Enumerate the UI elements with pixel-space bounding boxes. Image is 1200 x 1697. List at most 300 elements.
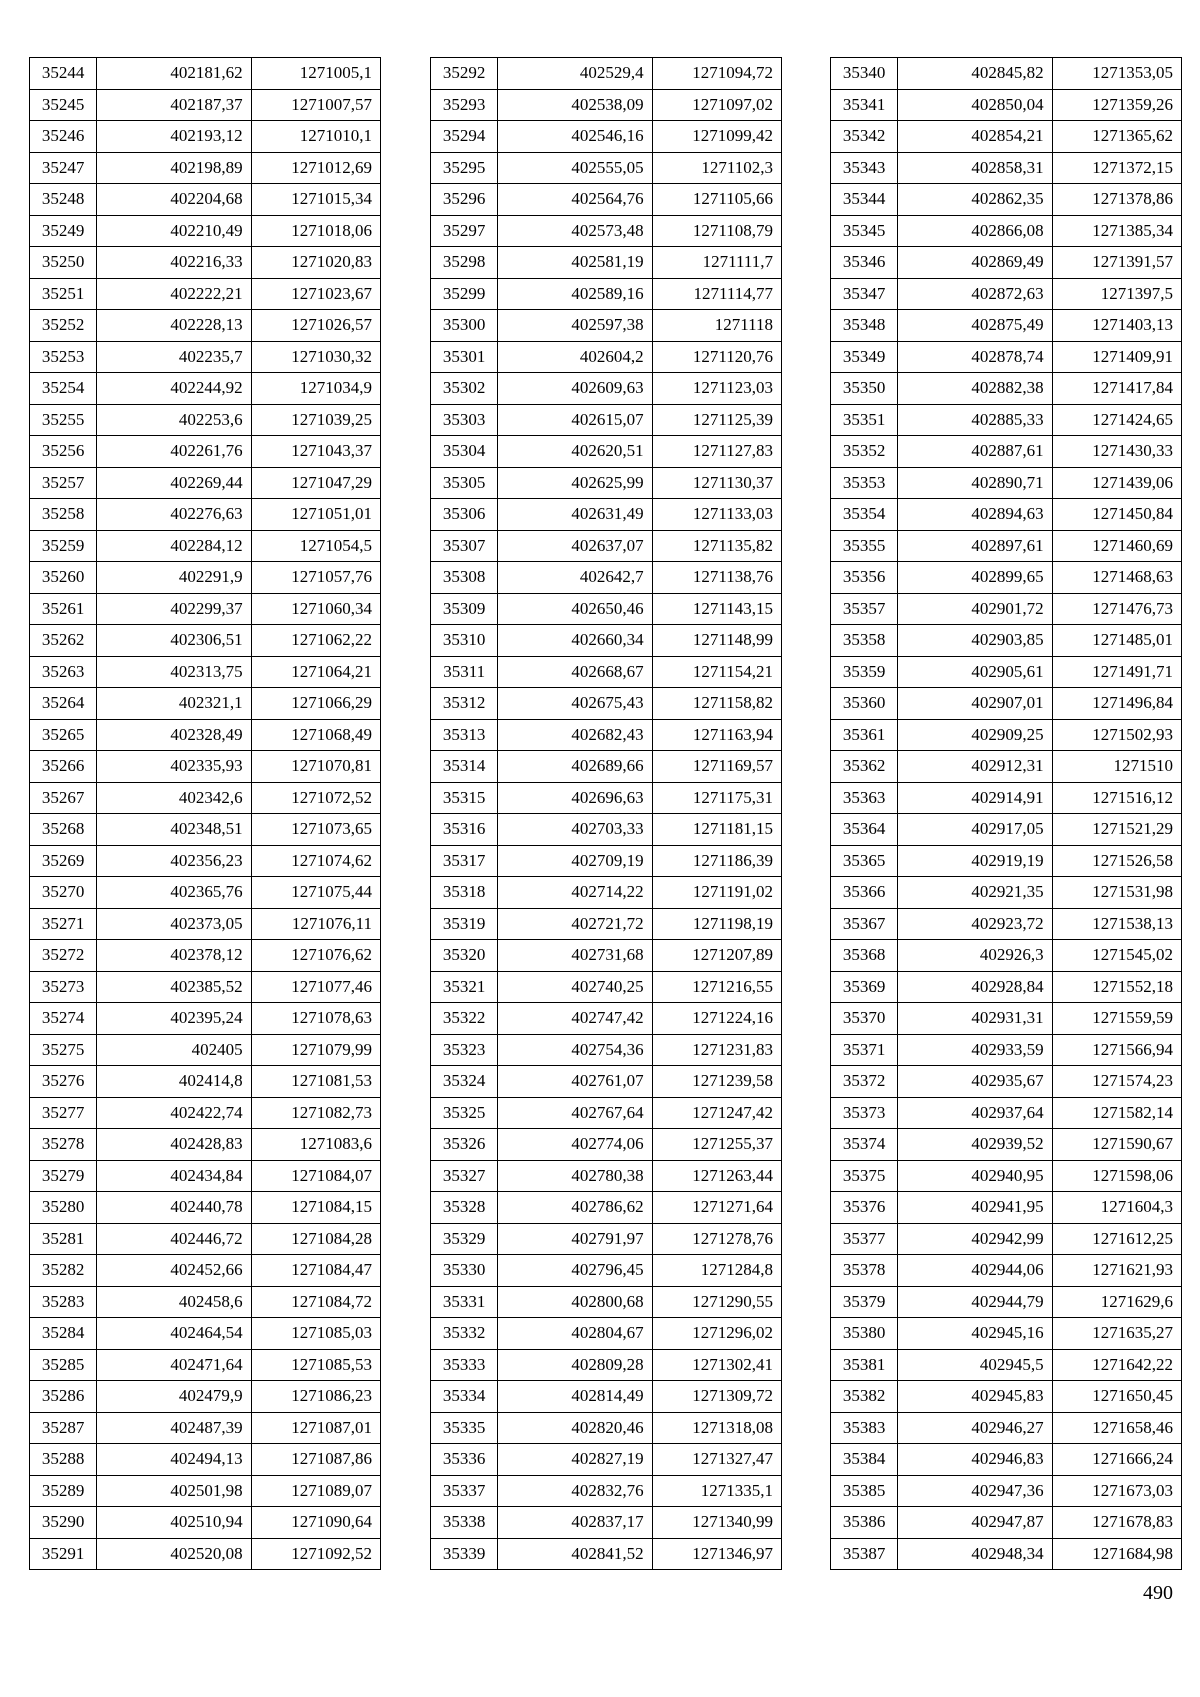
point-number-cell: 35328 [431, 1192, 498, 1224]
point-number-cell: 35316 [431, 814, 498, 846]
y-coordinate-cell: 1271538,13 [1052, 908, 1181, 940]
x-coordinate-cell: 402714,22 [498, 877, 652, 909]
x-coordinate-cell: 402945,83 [898, 1381, 1052, 1413]
x-coordinate-cell: 402899,65 [898, 562, 1052, 594]
point-number-cell: 35355 [831, 530, 898, 562]
y-coordinate-cell: 1271079,99 [251, 1034, 380, 1066]
x-coordinate-cell: 402890,71 [898, 467, 1052, 499]
table-row [30, 1507, 381, 1539]
table-row [30, 499, 381, 531]
x-coordinate-cell: 402405 [97, 1034, 251, 1066]
x-coordinate-cell: 402869,49 [898, 247, 1052, 279]
table-row [831, 971, 1182, 1003]
table-row [30, 877, 381, 909]
x-coordinate-cell: 402820,46 [498, 1412, 652, 1444]
x-coordinate-cell: 402306,51 [97, 625, 251, 657]
x-coordinate-cell: 402935,67 [898, 1066, 1052, 1098]
x-coordinate-cell: 402841,52 [498, 1538, 652, 1570]
y-coordinate-cell: 1271340,99 [652, 1507, 781, 1539]
point-number-cell: 35333 [431, 1349, 498, 1381]
x-coordinate-cell: 402446,72 [97, 1223, 251, 1255]
y-coordinate-cell: 1271424,65 [1052, 404, 1181, 436]
x-coordinate-cell: 402228,13 [97, 310, 251, 342]
point-number-cell: 35301 [431, 341, 498, 373]
y-coordinate-cell: 1271169,57 [652, 751, 781, 783]
table-row [831, 247, 1182, 279]
x-coordinate-cell: 402589,16 [498, 278, 652, 310]
y-coordinate-cell: 1271127,83 [652, 436, 781, 468]
table-row [831, 1160, 1182, 1192]
table-row [30, 1412, 381, 1444]
y-coordinate-cell: 1271198,19 [652, 908, 781, 940]
y-coordinate-cell: 1271020,83 [251, 247, 380, 279]
table-row [30, 1444, 381, 1476]
x-coordinate-cell: 402845,82 [898, 58, 1052, 90]
table-row [431, 593, 782, 625]
table-row [431, 782, 782, 814]
table-row [431, 1381, 782, 1413]
x-coordinate-cell: 402348,51 [97, 814, 251, 846]
point-number-cell: 35364 [831, 814, 898, 846]
table-row [30, 971, 381, 1003]
table-row [431, 625, 782, 657]
x-coordinate-cell: 402573,48 [498, 215, 652, 247]
y-coordinate-cell: 1271372,15 [1052, 152, 1181, 184]
table-row [30, 1192, 381, 1224]
y-coordinate-cell: 1271247,42 [652, 1097, 781, 1129]
point-number-cell: 35253 [30, 341, 97, 373]
x-coordinate-cell: 402832,76 [498, 1475, 652, 1507]
table-row [831, 593, 1182, 625]
y-coordinate-cell: 1271118 [652, 310, 781, 342]
point-number-cell: 35362 [831, 751, 898, 783]
y-coordinate-cell: 1271302,41 [652, 1349, 781, 1381]
point-number-cell: 35358 [831, 625, 898, 657]
point-number-cell: 35259 [30, 530, 97, 562]
table-row [431, 247, 782, 279]
x-coordinate-cell: 402804,67 [498, 1318, 652, 1350]
x-coordinate-cell: 402947,87 [898, 1507, 1052, 1539]
y-coordinate-cell: 1271066,29 [251, 688, 380, 720]
x-coordinate-cell: 402875,49 [898, 310, 1052, 342]
x-coordinate-cell: 402235,7 [97, 341, 251, 373]
x-coordinate-cell: 402342,6 [97, 782, 251, 814]
table-row [30, 373, 381, 405]
table-row [30, 121, 381, 153]
point-number-cell: 35288 [30, 1444, 97, 1476]
y-coordinate-cell: 1271391,57 [1052, 247, 1181, 279]
x-coordinate-cell: 402187,37 [97, 89, 251, 121]
y-coordinate-cell: 1271684,98 [1052, 1538, 1181, 1570]
table-row [431, 1129, 782, 1161]
table-row [831, 719, 1182, 751]
x-coordinate-cell: 402937,64 [898, 1097, 1052, 1129]
y-coordinate-cell: 1271385,34 [1052, 215, 1181, 247]
y-coordinate-cell: 1271030,32 [251, 341, 380, 373]
table-row [831, 310, 1182, 342]
table-row [831, 499, 1182, 531]
point-number-cell: 35356 [831, 562, 898, 594]
y-coordinate-cell: 1271158,82 [652, 688, 781, 720]
y-coordinate-cell: 1271673,03 [1052, 1475, 1181, 1507]
y-coordinate-cell: 1271068,49 [251, 719, 380, 751]
x-coordinate-cell: 402919,19 [898, 845, 1052, 877]
x-coordinate-cell: 402458,6 [97, 1286, 251, 1318]
y-coordinate-cell: 1271327,47 [652, 1444, 781, 1476]
point-number-cell: 35343 [831, 152, 898, 184]
point-number-cell: 35251 [30, 278, 97, 310]
table-row [431, 121, 782, 153]
y-coordinate-cell: 1271650,45 [1052, 1381, 1181, 1413]
point-number-cell: 35370 [831, 1003, 898, 1035]
table-row [831, 530, 1182, 562]
table-row [30, 1475, 381, 1507]
y-coordinate-cell: 1271083,6 [251, 1129, 380, 1161]
point-number-cell: 35385 [831, 1475, 898, 1507]
x-coordinate-cell: 402905,61 [898, 656, 1052, 688]
y-coordinate-cell: 1271102,3 [652, 152, 781, 184]
x-coordinate-cell: 402615,07 [498, 404, 652, 436]
point-number-cell: 35272 [30, 940, 97, 972]
point-number-cell: 35326 [431, 1129, 498, 1161]
x-coordinate-cell: 402944,06 [898, 1255, 1052, 1287]
x-coordinate-cell: 402885,33 [898, 404, 1052, 436]
y-coordinate-cell: 1271074,62 [251, 845, 380, 877]
x-coordinate-cell: 402253,6 [97, 404, 251, 436]
y-coordinate-cell: 1271552,18 [1052, 971, 1181, 1003]
table-row [831, 184, 1182, 216]
table-row [431, 1192, 782, 1224]
y-coordinate-cell: 1271138,76 [652, 562, 781, 594]
point-number-cell: 35332 [431, 1318, 498, 1350]
table-row [831, 1349, 1182, 1381]
x-coordinate-cell: 402414,8 [97, 1066, 251, 1098]
table-row [831, 278, 1182, 310]
x-coordinate-cell: 402862,35 [898, 184, 1052, 216]
x-coordinate-cell: 402947,36 [898, 1475, 1052, 1507]
point-number-cell: 35366 [831, 877, 898, 909]
x-coordinate-cell: 402761,07 [498, 1066, 652, 1098]
table-row [431, 908, 782, 940]
x-coordinate-cell: 402866,08 [898, 215, 1052, 247]
x-coordinate-cell: 402837,17 [498, 1507, 652, 1539]
point-number-cell: 35334 [431, 1381, 498, 1413]
y-coordinate-cell: 1271598,06 [1052, 1160, 1181, 1192]
x-coordinate-cell: 402948,34 [898, 1538, 1052, 1570]
point-number-cell: 35244 [30, 58, 97, 90]
table-row [30, 1223, 381, 1255]
table-row [30, 814, 381, 846]
table-row [30, 341, 381, 373]
y-coordinate-cell: 1271077,46 [251, 971, 380, 1003]
table-row [831, 1255, 1182, 1287]
table-row [431, 1318, 782, 1350]
x-coordinate-cell: 402721,72 [498, 908, 652, 940]
point-number-cell: 35312 [431, 688, 498, 720]
table-row [30, 1349, 381, 1381]
y-coordinate-cell: 1271154,21 [652, 656, 781, 688]
x-coordinate-cell: 402800,68 [498, 1286, 652, 1318]
table-row [831, 1192, 1182, 1224]
point-number-cell: 35286 [30, 1381, 97, 1413]
x-coordinate-cell: 402858,31 [898, 152, 1052, 184]
y-coordinate-cell: 1271086,23 [251, 1381, 380, 1413]
x-coordinate-cell: 402620,51 [498, 436, 652, 468]
table-row [831, 1475, 1182, 1507]
table-row [431, 1066, 782, 1098]
y-coordinate-cell: 1271284,8 [652, 1255, 781, 1287]
point-number-cell: 35360 [831, 688, 898, 720]
table-row [431, 1475, 782, 1507]
table-row [431, 184, 782, 216]
x-coordinate-cell: 402581,19 [498, 247, 652, 279]
table-row [831, 1034, 1182, 1066]
y-coordinate-cell: 1271105,66 [652, 184, 781, 216]
x-coordinate-cell: 402912,31 [898, 751, 1052, 783]
point-number-cell: 35257 [30, 467, 97, 499]
point-number-cell: 35338 [431, 1507, 498, 1539]
point-number-cell: 35263 [30, 656, 97, 688]
table-row [831, 814, 1182, 846]
x-coordinate-cell: 402740,25 [498, 971, 652, 1003]
point-number-cell: 35384 [831, 1444, 898, 1476]
point-number-cell: 35368 [831, 940, 898, 972]
x-coordinate-cell: 402452,66 [97, 1255, 251, 1287]
point-number-cell: 35275 [30, 1034, 97, 1066]
y-coordinate-cell: 1271092,52 [251, 1538, 380, 1570]
point-number-cell: 35361 [831, 719, 898, 751]
x-coordinate-cell: 402487,39 [97, 1412, 251, 1444]
point-number-cell: 35381 [831, 1349, 898, 1381]
y-coordinate-cell: 1271658,46 [1052, 1412, 1181, 1444]
table-row [831, 782, 1182, 814]
table-row [431, 814, 782, 846]
y-coordinate-cell: 1271450,84 [1052, 499, 1181, 531]
point-number-cell: 35322 [431, 1003, 498, 1035]
point-number-cell: 35302 [431, 373, 498, 405]
table-row [431, 1255, 782, 1287]
table-row [831, 1003, 1182, 1035]
y-coordinate-cell: 1271216,55 [652, 971, 781, 1003]
point-number-cell: 35346 [831, 247, 898, 279]
point-number-cell: 35336 [431, 1444, 498, 1476]
x-coordinate-cell: 402939,52 [898, 1129, 1052, 1161]
point-number-cell: 35357 [831, 593, 898, 625]
table-row [30, 184, 381, 216]
x-coordinate-cell: 402894,63 [898, 499, 1052, 531]
y-coordinate-cell: 1271084,72 [251, 1286, 380, 1318]
x-coordinate-cell: 402328,49 [97, 719, 251, 751]
x-coordinate-cell: 402609,63 [498, 373, 652, 405]
x-coordinate-cell: 402471,64 [97, 1349, 251, 1381]
table-row [831, 1066, 1182, 1098]
y-coordinate-cell: 1271642,22 [1052, 1349, 1181, 1381]
x-coordinate-cell: 402682,43 [498, 719, 652, 751]
point-number-cell: 35267 [30, 782, 97, 814]
point-number-cell: 35318 [431, 877, 498, 909]
x-coordinate-cell: 402731,68 [498, 940, 652, 972]
y-coordinate-cell: 1271239,58 [652, 1066, 781, 1098]
table-row [30, 688, 381, 720]
table-row [431, 877, 782, 909]
table-row [431, 719, 782, 751]
y-coordinate-cell: 1271186,39 [652, 845, 781, 877]
table-row [30, 751, 381, 783]
y-coordinate-cell: 1271621,93 [1052, 1255, 1181, 1287]
point-number-cell: 35323 [431, 1034, 498, 1066]
x-coordinate-cell: 402216,33 [97, 247, 251, 279]
point-number-cell: 35374 [831, 1129, 898, 1161]
table-row [831, 58, 1182, 90]
table-row [30, 1003, 381, 1035]
table-row [431, 1003, 782, 1035]
point-number-cell: 35308 [431, 562, 498, 594]
y-coordinate-cell: 1271378,86 [1052, 184, 1181, 216]
point-number-cell: 35367 [831, 908, 898, 940]
table-row [831, 1507, 1182, 1539]
x-coordinate-cell: 402878,74 [898, 341, 1052, 373]
x-coordinate-cell: 402660,34 [498, 625, 652, 657]
x-coordinate-cell: 402276,63 [97, 499, 251, 531]
x-coordinate-cell: 402520,08 [97, 1538, 251, 1570]
table-row [431, 1412, 782, 1444]
table-row [431, 940, 782, 972]
point-number-cell: 35254 [30, 373, 97, 405]
point-number-cell: 35319 [431, 908, 498, 940]
point-number-cell: 35256 [30, 436, 97, 468]
table-row [30, 467, 381, 499]
table-row [30, 625, 381, 657]
point-number-cell: 35284 [30, 1318, 97, 1350]
table-row [431, 1507, 782, 1539]
point-number-cell: 35377 [831, 1223, 898, 1255]
x-coordinate-cell: 402604,2 [498, 341, 652, 373]
table-row [831, 152, 1182, 184]
table-row [431, 89, 782, 121]
y-coordinate-cell: 1271073,65 [251, 814, 380, 846]
x-coordinate-cell: 402204,68 [97, 184, 251, 216]
point-number-cell: 35283 [30, 1286, 97, 1318]
point-number-cell: 35279 [30, 1160, 97, 1192]
y-coordinate-cell: 1271148,99 [652, 625, 781, 657]
y-coordinate-cell: 1271666,24 [1052, 1444, 1181, 1476]
table-row [431, 499, 782, 531]
table-row [30, 845, 381, 877]
table-row [431, 341, 782, 373]
point-number-cell: 35305 [431, 467, 498, 499]
table-row [831, 404, 1182, 436]
x-coordinate-cell: 402464,54 [97, 1318, 251, 1350]
y-coordinate-cell: 1271271,64 [652, 1192, 781, 1224]
table-row [30, 1129, 381, 1161]
x-coordinate-cell: 402313,75 [97, 656, 251, 688]
point-number-cell: 35299 [431, 278, 498, 310]
point-number-cell: 35314 [431, 751, 498, 783]
point-number-cell: 35340 [831, 58, 898, 90]
table-row [30, 1381, 381, 1413]
table-row [831, 1538, 1182, 1570]
table-row [431, 278, 782, 310]
table-row [831, 215, 1182, 247]
point-number-cell: 35369 [831, 971, 898, 1003]
y-coordinate-cell: 1271060,34 [251, 593, 380, 625]
x-coordinate-cell: 402675,43 [498, 688, 652, 720]
table-row [30, 1034, 381, 1066]
point-number-cell: 35276 [30, 1066, 97, 1098]
x-coordinate-cell: 402321,1 [97, 688, 251, 720]
y-coordinate-cell: 1271460,69 [1052, 530, 1181, 562]
point-number-cell: 35268 [30, 814, 97, 846]
x-coordinate-cell: 402501,98 [97, 1475, 251, 1507]
point-number-cell: 35295 [431, 152, 498, 184]
y-coordinate-cell: 1271430,33 [1052, 436, 1181, 468]
x-coordinate-cell: 402882,38 [898, 373, 1052, 405]
point-number-cell: 35271 [30, 908, 97, 940]
x-coordinate-cell: 402909,25 [898, 719, 1052, 751]
y-coordinate-cell: 1271224,16 [652, 1003, 781, 1035]
y-coordinate-cell: 1271089,07 [251, 1475, 380, 1507]
point-number-cell: 35348 [831, 310, 898, 342]
table-row [831, 373, 1182, 405]
x-coordinate-cell: 402901,72 [898, 593, 1052, 625]
point-number-cell: 35350 [831, 373, 898, 405]
point-number-cell: 35329 [431, 1223, 498, 1255]
y-coordinate-cell: 1271051,01 [251, 499, 380, 531]
y-coordinate-cell: 1271123,03 [652, 373, 781, 405]
point-number-cell: 35313 [431, 719, 498, 751]
point-number-cell: 35371 [831, 1034, 898, 1066]
x-coordinate-cell: 402946,83 [898, 1444, 1052, 1476]
y-coordinate-cell: 1271346,97 [652, 1538, 781, 1570]
point-number-cell: 35298 [431, 247, 498, 279]
y-coordinate-cell: 1271120,76 [652, 341, 781, 373]
x-coordinate-cell: 402791,97 [498, 1223, 652, 1255]
x-coordinate-cell: 402422,74 [97, 1097, 251, 1129]
x-coordinate-cell: 402373,05 [97, 908, 251, 940]
y-coordinate-cell: 1271559,59 [1052, 1003, 1181, 1035]
y-coordinate-cell: 1271130,37 [652, 467, 781, 499]
x-coordinate-cell: 402796,45 [498, 1255, 652, 1287]
point-number-cell: 35273 [30, 971, 97, 1003]
table-row [831, 688, 1182, 720]
x-coordinate-cell: 402946,27 [898, 1412, 1052, 1444]
y-coordinate-cell: 1271409,91 [1052, 341, 1181, 373]
point-number-cell: 35304 [431, 436, 498, 468]
y-coordinate-cell: 1271604,3 [1052, 1192, 1181, 1224]
y-coordinate-cell: 1271111,7 [652, 247, 781, 279]
x-coordinate-cell: 402703,33 [498, 814, 652, 846]
point-number-cell: 35280 [30, 1192, 97, 1224]
y-coordinate-cell: 1271590,67 [1052, 1129, 1181, 1161]
point-number-cell: 35291 [30, 1538, 97, 1570]
y-coordinate-cell: 1271076,11 [251, 908, 380, 940]
x-coordinate-cell: 402222,21 [97, 278, 251, 310]
table-row [30, 719, 381, 751]
point-number-cell: 35282 [30, 1255, 97, 1287]
point-number-cell: 35337 [431, 1475, 498, 1507]
point-number-cell: 35248 [30, 184, 97, 216]
x-coordinate-cell: 402814,49 [498, 1381, 652, 1413]
x-coordinate-cell: 402529,4 [498, 58, 652, 90]
x-coordinate-cell: 402269,44 [97, 467, 251, 499]
table-row [431, 1286, 782, 1318]
point-number-cell: 35296 [431, 184, 498, 216]
y-coordinate-cell: 1271084,07 [251, 1160, 380, 1192]
y-coordinate-cell: 1271018,06 [251, 215, 380, 247]
y-coordinate-cell: 1271290,55 [652, 1286, 781, 1318]
y-coordinate-cell: 1271566,94 [1052, 1034, 1181, 1066]
table-row [30, 1160, 381, 1192]
